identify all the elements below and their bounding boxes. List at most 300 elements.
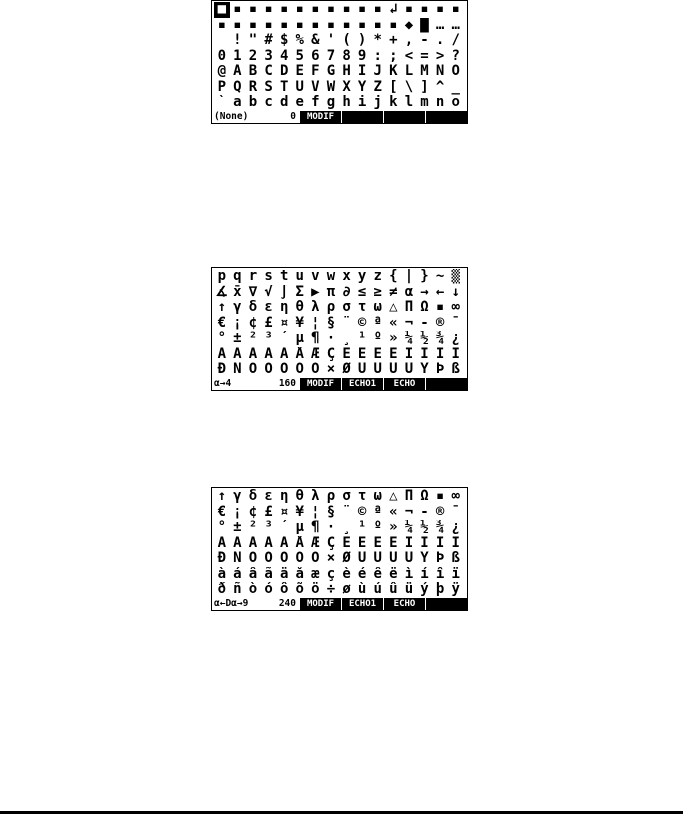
char-cell[interactable]: ÷: [326, 582, 336, 597]
char-cell[interactable]: ó: [264, 582, 273, 597]
char-cell[interactable]: ¿: [451, 520, 460, 535]
char-cell[interactable]: A: [233, 64, 242, 79]
char-cell[interactable]: 1: [233, 48, 242, 64]
char-cell[interactable]: À: [217, 346, 227, 362]
char-cell[interactable]: À: [217, 535, 227, 551]
char-cell[interactable]: °: [217, 331, 227, 346]
char-cell[interactable]: ε: [264, 489, 273, 504]
softkey-4[interactable]: [425, 598, 467, 610]
char-cell[interactable]: ã: [264, 566, 273, 582]
char-cell[interactable]: ~: [435, 269, 445, 284]
char-cell[interactable]: -: [420, 33, 429, 48]
char-cell[interactable]: ▪: [404, 2, 414, 17]
char-cell[interactable]: }: [420, 269, 429, 284]
char-cell[interactable]: Ï: [451, 535, 460, 551]
char-cell[interactable]: τ: [357, 300, 367, 315]
char-cell[interactable]: H: [342, 64, 351, 79]
char-cell[interactable]: C: [264, 64, 273, 79]
char-cell[interactable]: 0: [217, 48, 227, 64]
char-cell[interactable]: ¡: [233, 504, 242, 520]
char-cell[interactable]: σ: [342, 300, 351, 315]
char-cell[interactable]: Ë: [389, 346, 398, 362]
char-cell[interactable]: ◆: [404, 17, 414, 33]
char-cell[interactable]: ∫: [279, 284, 289, 300]
char-cell[interactable]: ←: [435, 284, 445, 300]
char-cell[interactable]: Ô: [279, 551, 289, 566]
char-cell[interactable]: I: [357, 64, 367, 79]
char-cell[interactable]: ∞: [451, 300, 460, 315]
char-cell[interactable]: Í: [420, 346, 429, 362]
char-cell[interactable]: ': [326, 33, 336, 48]
softkey-2[interactable]: ECHO1: [341, 598, 383, 610]
char-cell[interactable]: π: [326, 284, 336, 300]
char-cell[interactable]: &: [311, 33, 320, 48]
char-cell[interactable]: ¡: [233, 315, 242, 331]
char-cell[interactable]: Î: [435, 535, 445, 551]
char-cell[interactable]: Ä: [279, 346, 289, 362]
char-cell[interactable]: K: [389, 64, 398, 79]
char-cell[interactable]: z: [373, 269, 382, 284]
char-cell[interactable]: Ô: [279, 362, 289, 377]
char-cell[interactable]: ¦: [311, 315, 320, 331]
char-cell[interactable]: â: [248, 566, 258, 582]
softkey-4[interactable]: [425, 111, 467, 123]
char-cell[interactable]: ▪: [217, 17, 227, 33]
char-cell[interactable]: u: [295, 269, 304, 284]
char-cell[interactable]: ý: [420, 582, 429, 597]
char-cell[interactable]: ]: [420, 79, 429, 95]
char-cell[interactable]: ▪: [435, 300, 445, 315]
char-cell[interactable]: ¢: [248, 504, 258, 520]
char-cell[interactable]: X: [342, 79, 351, 95]
char-cell[interactable]: e: [295, 95, 304, 110]
char-cell[interactable]: Ω: [420, 300, 429, 315]
char-cell[interactable]: █: [420, 17, 429, 33]
char-cell[interactable]: θ: [295, 300, 304, 315]
char-cell[interactable]: ω: [373, 489, 382, 504]
char-cell[interactable]: é: [357, 566, 367, 582]
char-cell[interactable]: ¢: [248, 315, 258, 331]
char-cell[interactable]: Ü: [404, 362, 414, 377]
char-cell[interactable]: ¹: [357, 520, 367, 535]
char-cell[interactable]: ^: [435, 79, 445, 95]
char-cell[interactable]: ↑: [217, 300, 227, 315]
char-cell[interactable]: ·: [326, 520, 336, 535]
char-cell[interactable]: L: [404, 64, 414, 79]
char-cell[interactable]: f: [311, 95, 320, 110]
char-cell[interactable]: µ: [295, 331, 304, 346]
char-cell[interactable]: /: [451, 33, 460, 48]
char-cell[interactable]: 3: [264, 48, 273, 64]
char-cell[interactable]: N: [435, 64, 445, 79]
char-cell[interactable]: ▪: [279, 2, 289, 17]
char-cell[interactable]: Ä: [279, 535, 289, 551]
char-cell[interactable]: Ë: [389, 535, 398, 551]
char-cell[interactable]: D: [279, 64, 289, 79]
char-cell[interactable]: ¼: [404, 520, 414, 535]
char-cell[interactable]: ´: [279, 520, 289, 535]
char-cell[interactable]: ©: [357, 315, 367, 331]
char-cell[interactable]: ß: [451, 551, 460, 566]
char-cell[interactable]: Y: [357, 79, 367, 95]
char-cell[interactable]: ¨: [342, 315, 351, 331]
char-cell[interactable]: Ý: [420, 362, 429, 377]
char-cell[interactable]: ▪: [342, 17, 351, 33]
char-cell[interactable]: ≤: [357, 284, 367, 300]
char-cell[interactable]: º: [373, 520, 382, 535]
char-cell[interactable]: Î: [435, 346, 445, 362]
char-cell[interactable]: Ò: [248, 362, 258, 377]
char-cell[interactable]: æ: [311, 566, 320, 582]
char-cell[interactable]: h: [342, 95, 351, 110]
char-cell[interactable]: V: [311, 79, 320, 95]
char-cell[interactable]: È: [342, 535, 351, 551]
char-cell[interactable]: ¹: [357, 331, 367, 346]
char-cell[interactable]: ▪: [311, 17, 320, 33]
char-cell[interactable]: ½: [420, 331, 429, 346]
char-cell[interactable]: 9: [357, 48, 367, 64]
char-cell[interactable]: r: [248, 269, 258, 284]
char-cell[interactable]: s: [264, 269, 273, 284]
char-cell[interactable]: <: [404, 48, 414, 64]
char-cell[interactable]: q: [233, 269, 242, 284]
char-cell[interactable]: ï: [451, 566, 460, 582]
char-cell[interactable]: o: [451, 95, 460, 110]
char-cell[interactable]: g: [326, 95, 336, 110]
char-cell[interactable]: m: [420, 95, 429, 110]
char-cell[interactable]: Ò: [248, 551, 258, 566]
char-cell[interactable]: ê: [373, 566, 382, 582]
char-cell[interactable]: Ç: [326, 535, 336, 551]
char-cell[interactable]: [214, 33, 230, 49]
char-cell[interactable]: ▪: [264, 17, 273, 33]
char-cell[interactable]: a: [233, 95, 242, 110]
char-cell[interactable]: Á: [233, 535, 242, 551]
char-cell[interactable]: ®: [435, 504, 445, 520]
char-cell[interactable]: $: [279, 33, 289, 48]
char-cell[interactable]: È: [342, 346, 351, 362]
char-cell[interactable]: x̄: [233, 284, 242, 300]
char-cell[interactable]: è: [342, 566, 351, 582]
char-cell[interactable]: ?: [451, 48, 460, 64]
char-cell[interactable]: µ: [295, 520, 304, 535]
char-cell[interactable]: ≥: [373, 284, 382, 300]
char-cell[interactable]: Ó: [264, 362, 273, 377]
char-cell[interactable]: €: [217, 504, 227, 520]
softkey-1[interactable]: MODIF: [299, 598, 341, 610]
char-cell[interactable]: σ: [342, 489, 351, 504]
softkey-1[interactable]: MODIF: [299, 378, 341, 390]
char-cell[interactable]: √: [264, 284, 273, 300]
char-cell[interactable]: Ó: [264, 551, 273, 566]
char-cell[interactable]: δ: [248, 300, 258, 315]
char-cell[interactable]: T: [279, 79, 289, 95]
char-cell[interactable]: ▪: [326, 2, 336, 17]
char-cell[interactable]: .: [435, 33, 445, 48]
char-cell[interactable]: ¶: [311, 520, 320, 535]
char-cell[interactable]: Ω: [420, 489, 429, 504]
char-cell[interactable]: Â: [248, 535, 258, 551]
char-cell[interactable]: ¯: [451, 315, 460, 331]
char-cell[interactable]: ▪: [435, 489, 445, 504]
char-cell[interactable]: Đ: [217, 362, 227, 377]
char-cell[interactable]: ò: [248, 582, 258, 597]
char-cell[interactable]: ß: [451, 362, 460, 377]
char-cell[interactable]: Ã: [264, 346, 273, 362]
char-cell[interactable]: ¤: [279, 504, 289, 520]
char-cell[interactable]: ▪: [311, 2, 320, 17]
char-cell[interactable]: Ö: [311, 551, 320, 566]
char-cell[interactable]: ë: [389, 566, 398, 582]
char-cell[interactable]: ª: [373, 504, 382, 520]
char-cell[interactable]: Ì: [404, 535, 414, 551]
char-cell[interactable]: Ê: [373, 535, 382, 551]
char-cell[interactable]: ▪: [248, 2, 258, 17]
char-cell[interactable]: ¤: [279, 315, 289, 331]
char-cell[interactable]: ;: [389, 48, 398, 64]
char-cell[interactable]: Ý: [420, 551, 429, 566]
char-cell[interactable]: n: [435, 95, 445, 110]
char-cell[interactable]: í: [420, 566, 429, 582]
char-cell[interactable]: Ñ: [233, 551, 242, 566]
char-cell[interactable]: §: [326, 504, 336, 520]
char-cell[interactable]: Π: [404, 489, 414, 504]
char-cell[interactable]: Á: [233, 346, 242, 362]
char-cell[interactable]: ↑: [217, 489, 227, 504]
char-cell[interactable]: »: [389, 331, 398, 346]
char-cell[interactable]: =: [420, 48, 429, 64]
char-cell[interactable]: ▪: [373, 17, 382, 33]
char-cell[interactable]: ø: [342, 582, 351, 597]
char-cell[interactable]: ¬: [404, 315, 414, 331]
char-cell[interactable]: ▪: [420, 2, 429, 17]
char-cell[interactable]: «: [389, 504, 398, 520]
char-cell[interactable]: É: [357, 346, 367, 362]
char-cell[interactable]: ©: [357, 504, 367, 520]
char-cell[interactable]: ¨: [342, 504, 351, 520]
char-cell[interactable]: →: [420, 284, 429, 300]
char-cell[interactable]: ▪: [233, 2, 242, 17]
char-cell[interactable]: x: [342, 269, 351, 284]
char-cell[interactable]: Æ: [311, 535, 320, 551]
char-cell[interactable]: Õ: [295, 551, 304, 566]
char-cell[interactable]: G: [326, 64, 336, 79]
char-cell[interactable]: Ø: [342, 362, 351, 377]
char-cell[interactable]: ô: [279, 582, 289, 597]
char-cell[interactable]: ¯: [451, 504, 460, 520]
char-cell[interactable]: -: [420, 315, 429, 331]
char-cell[interactable]: 6: [311, 48, 320, 64]
char-cell[interactable]: ρ: [326, 489, 336, 504]
char-cell[interactable]: ▪: [451, 2, 460, 17]
char-cell[interactable]: ¥: [295, 315, 304, 331]
char-cell[interactable]: ↓: [451, 284, 460, 300]
char-cell[interactable]: W: [326, 79, 336, 95]
char-cell[interactable]: p: [217, 269, 227, 284]
char-cell[interactable]: ×: [326, 551, 336, 566]
char-cell[interactable]: λ: [311, 300, 320, 315]
char-cell[interactable]: ▪: [357, 17, 367, 33]
char-cell[interactable]: b: [248, 95, 258, 110]
char-cell[interactable]: ù: [357, 582, 367, 597]
char-cell[interactable]: ¾: [435, 520, 445, 535]
char-cell[interactable]: △: [389, 300, 398, 315]
char-cell[interactable]: ¬: [404, 504, 414, 520]
char-cell[interactable]: û: [389, 582, 398, 597]
char-cell[interactable]: Æ: [311, 346, 320, 362]
char-cell[interactable]: á: [233, 566, 242, 582]
char-cell[interactable]: δ: [248, 489, 258, 504]
char-cell[interactable]: ▪: [248, 17, 258, 33]
char-cell[interactable]: ×: [326, 362, 336, 377]
char-cell[interactable]: ²: [248, 331, 258, 346]
char-cell[interactable]: ³: [264, 520, 273, 535]
char-cell[interactable]: y: [357, 269, 367, 284]
char-cell[interactable]: Ö: [311, 362, 320, 377]
char-cell[interactable]: Ú: [373, 551, 382, 566]
char-cell[interactable]: »: [389, 520, 398, 535]
char-cell[interactable]: :: [373, 48, 382, 64]
char-cell[interactable]: ▪: [326, 17, 336, 33]
char-cell[interactable]: ¼: [404, 331, 414, 346]
char-cell[interactable]: §: [326, 315, 336, 331]
char-cell[interactable]: #: [264, 33, 273, 48]
char-cell[interactable]: º: [373, 331, 382, 346]
char-cell[interactable]: w: [326, 269, 336, 284]
char-cell[interactable]: 4: [279, 48, 289, 64]
char-cell[interactable]: d: [279, 95, 289, 110]
char-cell[interactable]: ▪: [279, 17, 289, 33]
char-cell[interactable]: ■: [214, 2, 230, 18]
char-cell[interactable]: Ì: [404, 346, 414, 362]
char-cell[interactable]: ▪: [435, 2, 445, 17]
char-cell[interactable]: ∞: [451, 489, 460, 504]
char-cell[interactable]: ñ: [233, 582, 242, 597]
char-cell[interactable]: B: [248, 64, 258, 79]
softkey-2[interactable]: [341, 111, 383, 123]
char-cell[interactable]: Ø: [342, 551, 351, 566]
char-cell[interactable]: j: [373, 95, 382, 110]
char-cell[interactable]: ¥: [295, 504, 304, 520]
softkey-4[interactable]: [425, 378, 467, 390]
char-cell[interactable]: ç: [326, 566, 336, 582]
char-cell[interactable]: ▒: [451, 269, 460, 284]
char-cell[interactable]: @: [217, 64, 227, 79]
char-cell[interactable]: c: [264, 95, 273, 110]
char-cell[interactable]: Å: [295, 346, 304, 362]
softkey-3[interactable]: ECHO: [383, 598, 425, 610]
char-cell[interactable]: ¦: [311, 504, 320, 520]
char-cell[interactable]: Ù: [357, 362, 367, 377]
char-cell[interactable]: õ: [295, 582, 304, 597]
char-cell[interactable]: (: [342, 33, 351, 48]
char-cell[interactable]: ³: [264, 331, 273, 346]
char-cell[interactable]: E: [295, 64, 304, 79]
char-cell[interactable]: -: [420, 504, 429, 520]
char-cell[interactable]: Û: [389, 551, 398, 566]
char-cell[interactable]: 2: [248, 48, 258, 64]
char-cell[interactable]: ↲: [389, 2, 398, 17]
char-cell[interactable]: £: [264, 504, 273, 520]
char-cell[interactable]: Ú: [373, 362, 382, 377]
char-cell[interactable]: ±: [233, 520, 242, 535]
char-cell[interactable]: ä: [279, 566, 289, 582]
char-cell[interactable]: α: [404, 284, 414, 300]
char-cell[interactable]: ¸: [342, 520, 351, 535]
char-cell[interactable]: ▪: [264, 2, 273, 17]
softkey-2[interactable]: ECHO1: [341, 378, 383, 390]
char-cell[interactable]: ": [248, 33, 258, 48]
char-cell[interactable]: ▶: [311, 284, 320, 300]
char-cell[interactable]: v: [311, 269, 320, 284]
char-cell[interactable]: …: [451, 17, 460, 33]
char-cell[interactable]: △: [389, 489, 398, 504]
char-cell[interactable]: Þ: [435, 362, 445, 377]
char-cell[interactable]: ω: [373, 300, 382, 315]
char-cell[interactable]: ®: [435, 315, 445, 331]
char-cell[interactable]: °: [217, 520, 227, 535]
char-cell[interactable]: |: [404, 269, 414, 284]
char-cell[interactable]: O: [451, 64, 460, 79]
char-cell[interactable]: £: [264, 315, 273, 331]
char-cell[interactable]: Đ: [217, 551, 227, 566]
char-cell[interactable]: à: [217, 566, 227, 582]
char-cell[interactable]: +: [389, 33, 398, 48]
char-cell[interactable]: ´: [279, 331, 289, 346]
char-cell[interactable]: ▪: [389, 17, 398, 33]
char-cell[interactable]: É: [357, 535, 367, 551]
char-cell[interactable]: «: [389, 315, 398, 331]
char-cell[interactable]: ª: [373, 315, 382, 331]
char-cell[interactable]: τ: [357, 489, 367, 504]
char-cell[interactable]: Ù: [357, 551, 367, 566]
char-cell[interactable]: ·: [326, 331, 336, 346]
char-cell[interactable]: [: [389, 79, 398, 95]
softkey-1[interactable]: MODIF: [299, 111, 341, 123]
char-cell[interactable]: F: [311, 64, 320, 79]
char-cell[interactable]: \: [404, 79, 414, 95]
char-cell[interactable]: ▪: [342, 2, 351, 17]
char-cell[interactable]: γ: [233, 489, 242, 504]
char-cell[interactable]: S: [264, 79, 273, 95]
char-cell[interactable]: ▪: [357, 2, 367, 17]
char-cell[interactable]: þ: [435, 582, 445, 597]
char-cell[interactable]: ú: [373, 582, 382, 597]
char-cell[interactable]: …: [435, 17, 445, 33]
char-cell[interactable]: ∂: [342, 284, 351, 300]
char-cell[interactable]: λ: [311, 489, 320, 504]
char-cell[interactable]: ½: [420, 520, 429, 535]
char-cell[interactable]: M: [420, 64, 429, 79]
char-cell[interactable]: Å: [295, 535, 304, 551]
char-cell[interactable]: Ñ: [233, 362, 242, 377]
char-cell[interactable]: Ã: [264, 535, 273, 551]
char-cell[interactable]: ²: [248, 520, 258, 535]
char-cell[interactable]: ÿ: [451, 582, 460, 597]
char-cell[interactable]: ρ: [326, 300, 336, 315]
softkey-3[interactable]: [383, 111, 425, 123]
char-cell[interactable]: Í: [420, 535, 429, 551]
char-cell[interactable]: {: [389, 269, 398, 284]
char-cell[interactable]: ü: [404, 582, 414, 597]
softkey-3[interactable]: ECHO: [383, 378, 425, 390]
char-cell[interactable]: ▪: [295, 17, 304, 33]
char-cell[interactable]: ì: [404, 566, 414, 582]
char-cell[interactable]: Σ: [295, 284, 304, 300]
char-cell[interactable]: Ç: [326, 346, 336, 362]
char-cell[interactable]: ö: [311, 582, 320, 597]
char-cell[interactable]: Ê: [373, 346, 382, 362]
